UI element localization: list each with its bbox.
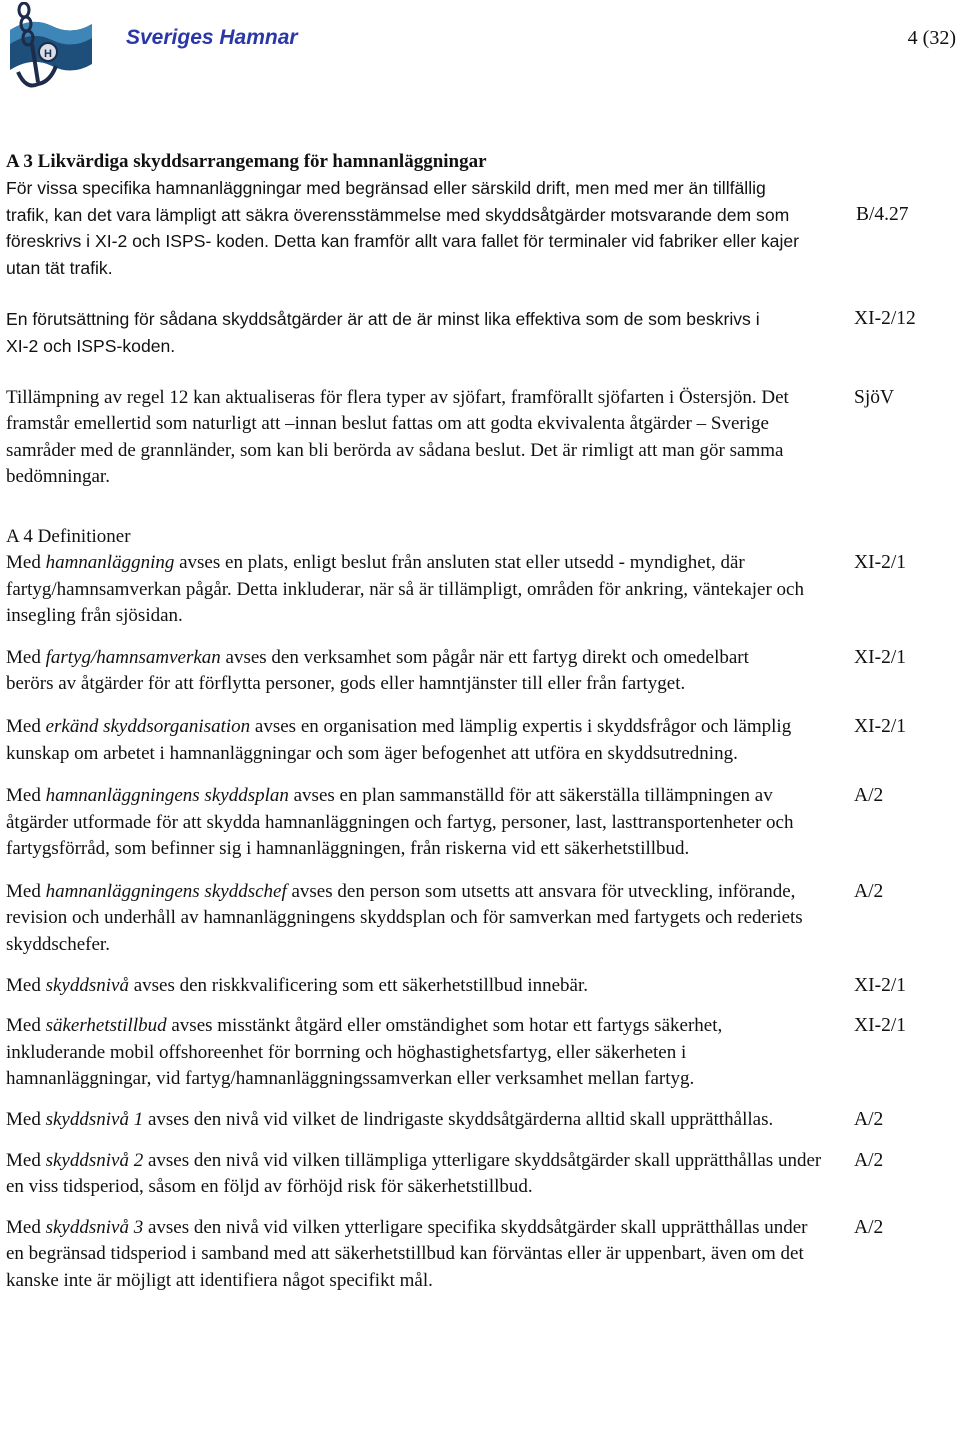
definition-entry (6, 1148, 956, 1201)
anchor-chain-flag-logo-icon (2, 2, 94, 94)
page-number: 4 (32) (907, 27, 956, 49)
definition-text (6, 783, 796, 863)
reference-label: SjöV (854, 386, 895, 408)
definition-entry (6, 783, 956, 863)
definition-term: erkänd skyddsorganisation (45, 715, 251, 737)
definition-term: säkerhetstillbud (45, 1015, 167, 1037)
definition-text (6, 973, 826, 1000)
definition-entry (6, 645, 956, 698)
paragraph-a3-2 (6, 306, 956, 359)
definition-entry (6, 879, 956, 959)
definitions-list (6, 550, 956, 1295)
definition-term: hamnanläggningens skyddschef (45, 880, 287, 902)
paragraph-text: För vissa specifika hamnanläggningar med begränsad eller särskild drift, men med mer än tillfällig trafik, kan det vara lämpligt att säkra överensstämmelse med skyddsåtgärder motsvarande dem som föreskrivs i XI-2 och ISPS- koden. Detta kan framför allt vara fallet för terminaler vid fabriker eller kajer utan tät trafik. (6, 178, 799, 278)
definition-prefix: Med (6, 1109, 46, 1131)
definition-prefix: Med (6, 551, 46, 573)
definition-term: fartyg/hamnsamverkan (45, 646, 221, 668)
definition-entry (6, 1215, 956, 1295)
definition-body: avses en plan sammanställd för att säkerställa tillämpningen av åtgärder utformade för att skydda hamnanläggningen och fartyg, personer, last, lasttransportenheter och fartygsförråd, som befinner sig i hamnanläggningen, från riskerna vid ett säkerhetstillbud. (6, 785, 794, 860)
definition-term: skyddsnivå 3 (45, 1216, 144, 1238)
definition-term: hamnanläggning (45, 551, 175, 573)
svg-text:H: H (44, 48, 52, 60)
definition-body: avses misstänkt åtgärd eller omständighet som hotar ett fartygs säkerhet, inkluderande mobil offshoreenhet för borrning och höghastighetsfartyg, eller säkerheten i hamnanläggningar, vid fartyg/hamnanläggningssamverkan eller verksamhet mellan fartyg. (6, 1015, 723, 1090)
reference-label: A/2 (854, 1109, 884, 1131)
definition-prefix: Med (6, 646, 46, 668)
paragraph-text: Tillämpning av regel 12 kan aktualiseras för flera typer av sjöfart, framförallt sjöfarten i Östersjön. Det framstår emellertid som naturligt att –innan beslut fattas om att godta ekvivalenta åtgärder – Sverige samråder med de grannländer, som kan bli berörda av sådana beslut. Det är rimligt att man gör samma bedömningar. (6, 386, 789, 488)
reference-label: A/2 (854, 785, 884, 807)
definition-term: skyddsnivå 1 (45, 1109, 144, 1131)
definition-text (6, 550, 806, 630)
reference-label: XI-2/1 (854, 551, 906, 573)
document-body (6, 148, 956, 1295)
paragraph-a3-1 (6, 175, 956, 281)
definition-entry (6, 714, 956, 767)
definition-prefix: Med (6, 785, 46, 807)
definition-entry (6, 1107, 956, 1134)
definition-prefix: Med (6, 1216, 46, 1238)
definition-text (6, 1013, 796, 1093)
reference-label: A/2 (854, 1149, 884, 1171)
reference-label: XI-2/1 (854, 974, 906, 996)
definition-text (6, 1107, 816, 1134)
definition-text (6, 645, 766, 698)
reference-label: B/4.27 (856, 203, 909, 225)
definition-text (6, 1215, 816, 1295)
definition-body: avses den nivå vid vilket de lindrigaste skyddsåtgärderna alltid skall upprätthållas. (143, 1109, 774, 1131)
definition-prefix: Med (6, 715, 46, 737)
reference-label: XI-2/12 (854, 308, 916, 330)
reference-label: XI-2/1 (854, 646, 906, 668)
page-header (0, 0, 960, 100)
paragraph-a3-3 (6, 385, 956, 491)
definition-body: avses den nivå vid vilken tillämpliga ytterligare skyddsåtgärder skall upprätthållas under en viss tidsperiod, såsom en följd av förhöjd risk för säkerhetstillbud. (6, 1149, 822, 1198)
definition-entry (6, 973, 956, 1000)
definition-body: avses den riskkvalificering som ett säkerhetstillbud innebär. (128, 974, 589, 996)
definition-term: hamnanläggningens skyddsplan (45, 785, 289, 807)
definition-text (6, 1148, 836, 1201)
definition-body: avses en plats, enligt beslut från ansluten stat eller utsedd - myndighet, där fartyg/hamnsamverkan pågår. Detta inkluderar, när så är tillämpligt, områden för ankring, väntekajer och insegling från sjösidan. (6, 551, 804, 627)
definition-entry (6, 1013, 956, 1093)
definition-term: skyddsnivå (45, 974, 129, 996)
paragraph-text: En förutsättning för sådana skyddsåtgärder är att de är minst lika effektiva som de som beskrivs i XI-2 och ISPS-koden. (6, 309, 760, 356)
definition-prefix: Med (6, 1149, 46, 1171)
definition-body: avses den verksamhet som pågår när ett fartyg direkt och omedelbart berörs av åtgärder för att förflytta personer, gods eller hamntjänster till eller från fartyget. (6, 646, 749, 695)
definition-entry (6, 550, 956, 630)
definition-body: avses den person som utsetts att ansvara för utveckling, införande, revision och underhåll av hamnanläggningens skyddsplan och för samverkan med fartygets och rederiets skyddschefer. (6, 880, 803, 956)
brand-name: Sveriges Hamnar (126, 26, 298, 49)
definition-prefix: Med (6, 1015, 46, 1037)
definition-body: avses en organisation med lämplig expertis i skyddsfrågor och lämplig kunskap om arbetet i hamnanläggningar och som äger befogenhet att utföra en skyddsutredning. (6, 715, 792, 764)
section-heading-a4: A 4 Definitioner (6, 525, 131, 547)
definition-text (6, 714, 806, 767)
definition-term: skyddsnivå 2 (45, 1149, 144, 1171)
definition-prefix: Med (6, 974, 46, 996)
definition-prefix: Med (6, 880, 46, 902)
definition-text (6, 879, 806, 959)
reference-label: XI-2/1 (854, 1015, 906, 1037)
reference-label: XI-2/1 (854, 715, 906, 737)
definition-body: avses den nivå vid vilken ytterligare specifika skyddsåtgärder skall upprätthållas under en begränsad tidsperiod i samband med att säkerhetstillbud kan förväntas eller är uppenbart, även om det kanske inte är möjligt att identifiera något specifikt mål. (6, 1216, 808, 1291)
reference-label: A/2 (854, 1216, 884, 1238)
reference-label: A/2 (854, 880, 884, 902)
section-heading-a3: A 3 Likvärdiga skyddsarrangemang för hamnanläggningar (6, 151, 487, 172)
